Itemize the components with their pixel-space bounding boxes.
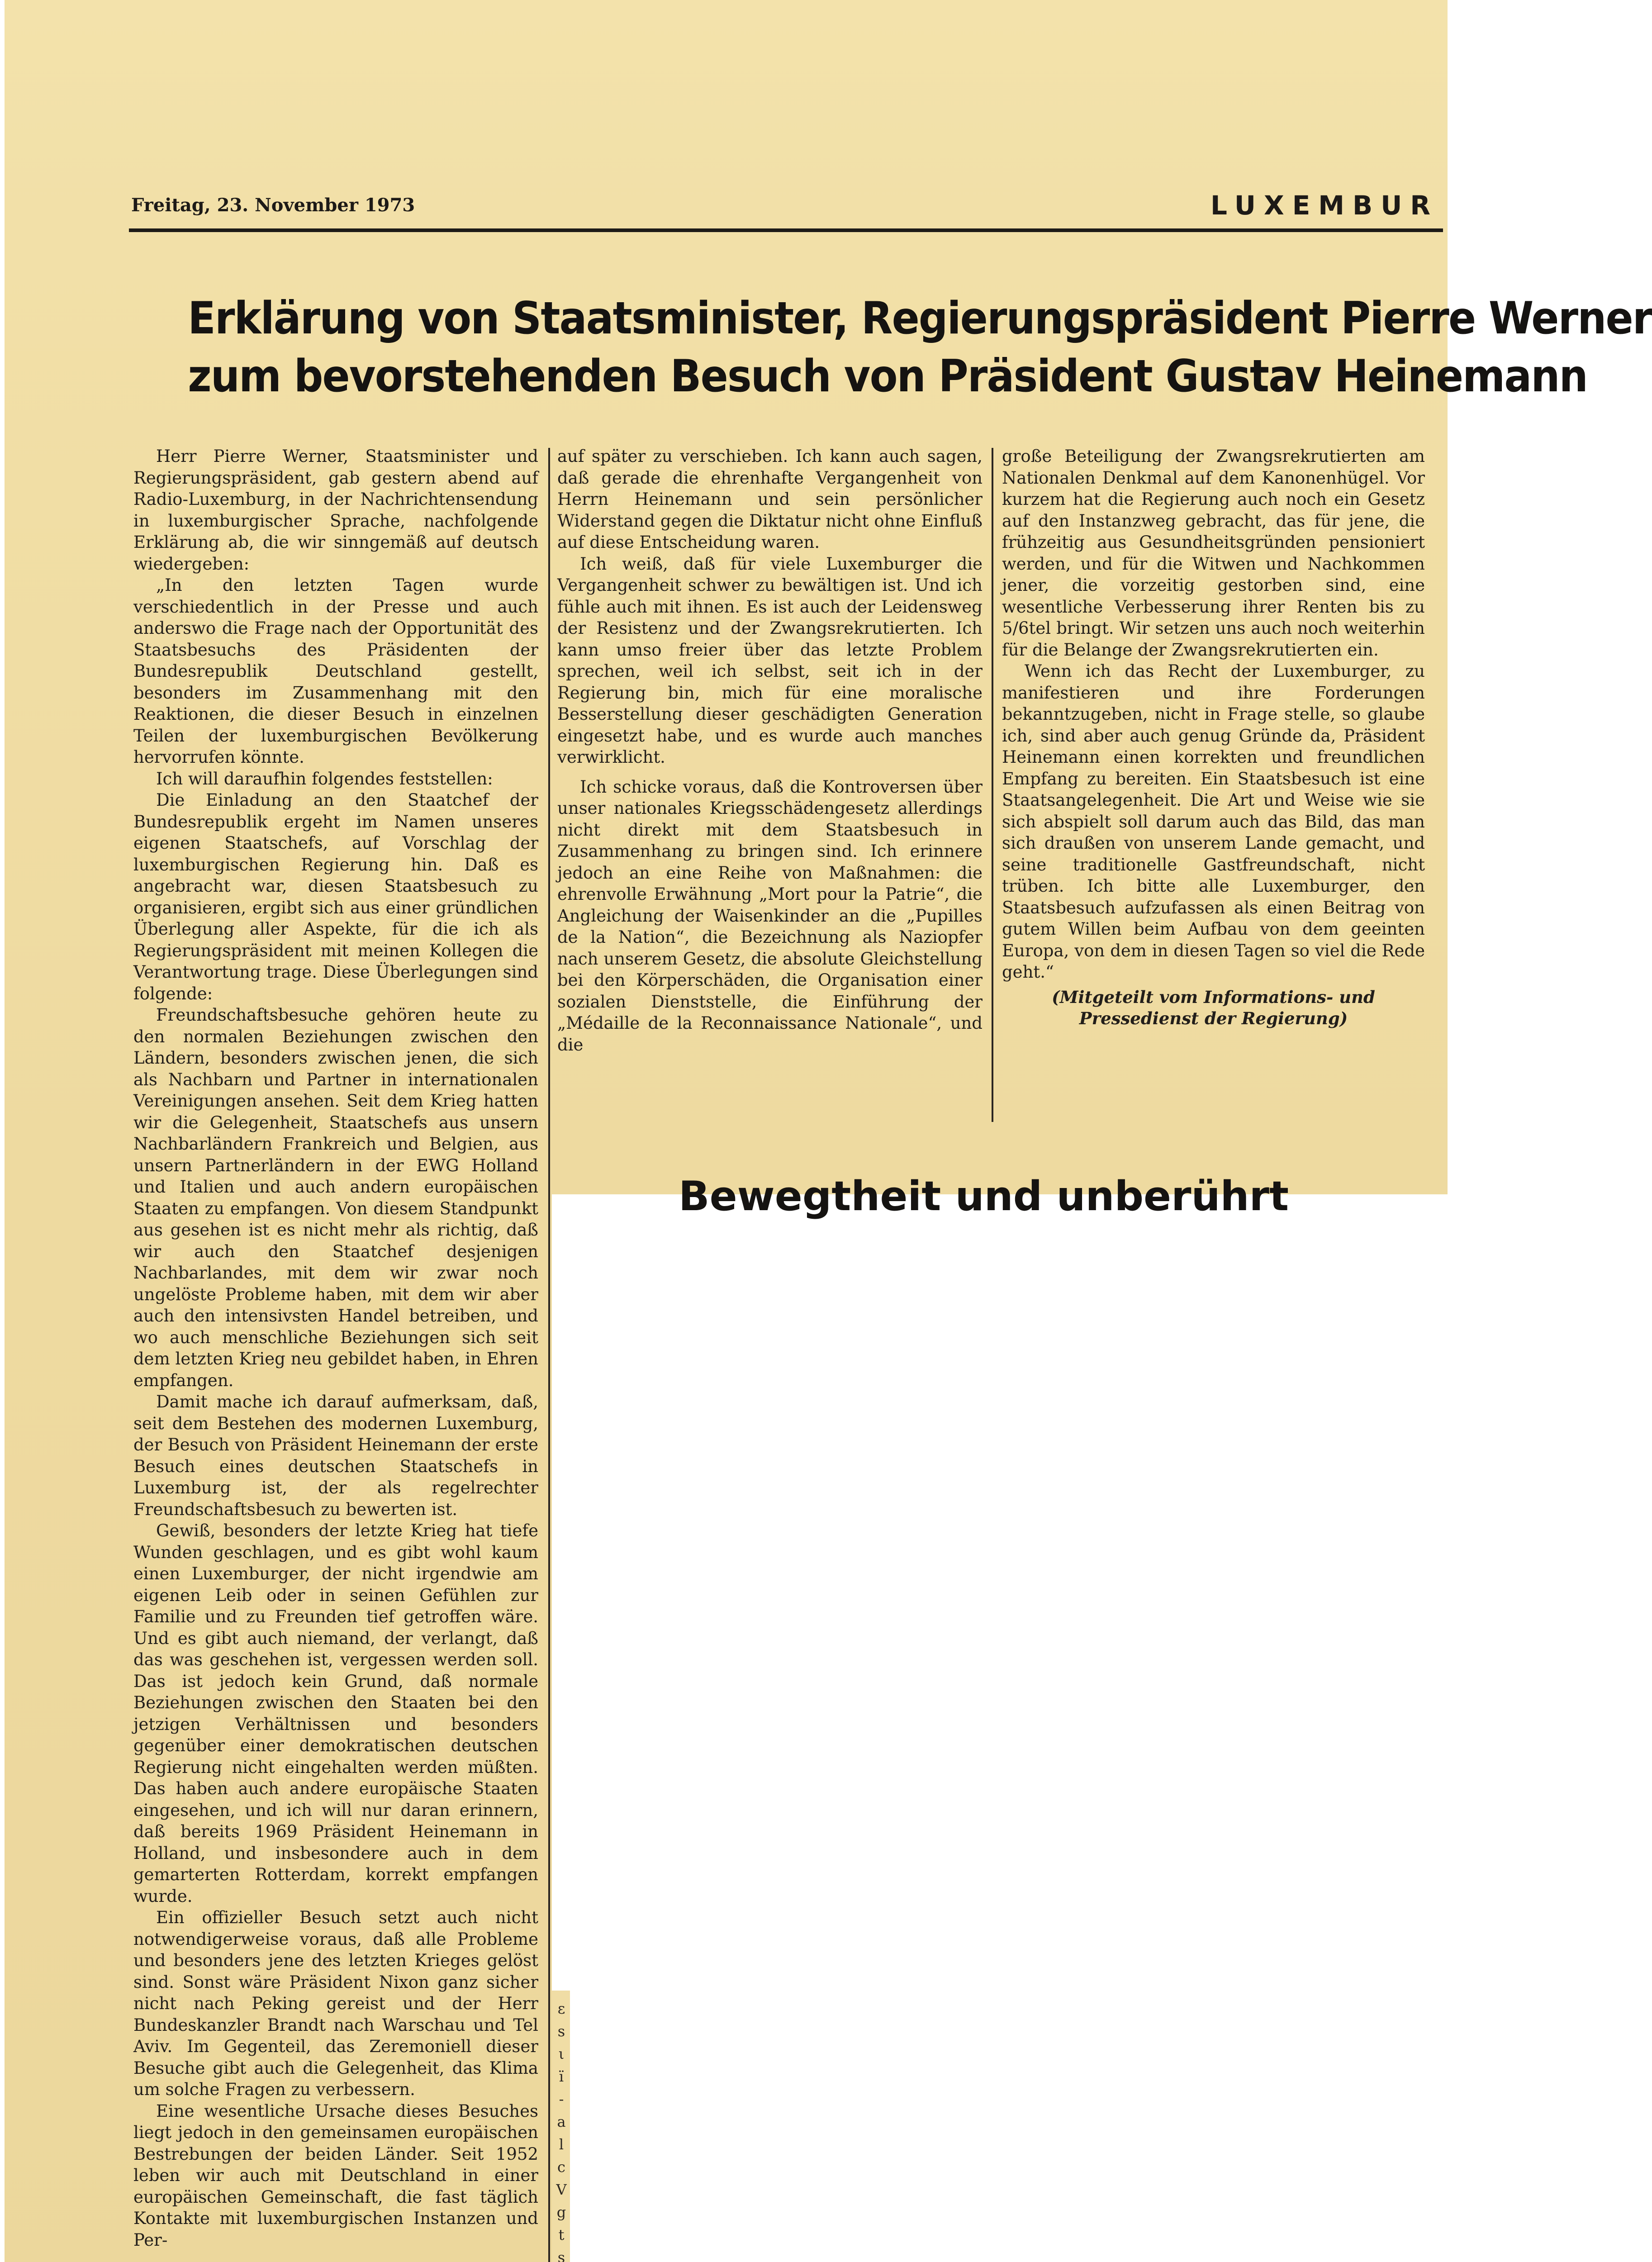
paragraph: auf später zu verschieben. Ich kann auch sagen, daß gerade die ehrenhafte Vergangenheit von Herrn Heinemann und sein persönlicher Widerstand gegen die Diktatur nicht ohne Einfluß auf diese Entscheidung waren. xyxy=(557,447,983,552)
fragment-letter: t xyxy=(558,2226,565,2243)
fragment-letter: ι xyxy=(558,2045,565,2062)
blank-area xyxy=(552,1194,1448,1991)
section-label: LUXEMBUR xyxy=(1210,190,1438,221)
fragment-letter: V xyxy=(556,2181,567,2198)
fragment-letter: s xyxy=(557,2023,565,2040)
headline-line-2: zum bevorstehenden Besuch von Präsident Gustav Heinemann xyxy=(188,351,1588,402)
paragraph: Ein offizieller Besuch setzt auch nicht notwendigerweise voraus, daß alle Probleme und besonders jene des letzten Krieges gelöst sind. Sonst wäre Präsident Nixon ganz sicher nicht nach Peking gereist und der Herr Bundeskanzler Brandt nach Warschau und Tel Aviv. Im Gegenteil, das Zeremoniell dieser Besuche gibt auch die Gelegenheit, das Klima um solche Fragen zu verbessern. xyxy=(133,1908,538,2099)
fragment-letter: a xyxy=(557,2113,566,2130)
paragraph: Ich weiß, daß für viele Luxemburger die Vergangenheit schwer zu bewältigen ist. Und ich fühle auch mit ihnen. Es ist auch der Leidensweg der Resistenz und der Zwangsrekrutierten. Ich kann umso freier über das letzte Problem sprechen, weil ich selbst, seit ich in der Regierung bin, mich für eine moralische Besserstellung dieser geschädigten Generation eingesetzt habe, und es wurde auch manches verwirklicht. xyxy=(557,554,983,767)
paragraph: Herr Pierre Werner, Staatsminister und Regierungspräsident, gab gestern abend auf Radio-Luxemburg, in der Nachrichtensendung in luxemburgischer Sprache, nachfolgende Erklärung ab, die wir sinngemäß auf deutsch wiedergeben: xyxy=(133,447,538,574)
fragment-letter: s xyxy=(557,2249,565,2262)
paragraph: Ich schicke voraus, daß die Kontroversen über unser nationales Kriegsschädengesetz allerdings nicht direkt mit dem Staatsbesuch in Zusammenhang zu bringen sind. Ich erinnere jedoch an eine Reihe von Maßnahmen: die ehrenvolle Erwähnung „Mort pour la Patrie“, die Angleichung der Waisenkinder an die „Pupilles de la Nation“, die Bezeichnung als Naziopfer nach unserem Gesetz, die absolute Gleichstellung bei den Körperschäden, die Organisation einer sozialen Dienststelle, die Einführung der „Médaille de la Reconnaissance Nationale“, und die xyxy=(557,777,983,1055)
article-column-1 xyxy=(133,446,538,2251)
fragment-letter: c xyxy=(557,2158,565,2176)
paragraph: Ich will daraufhin folgendes feststellen: xyxy=(156,769,493,789)
paragraph: Damit mache ich darauf aufmerksam, daß, seit dem Bestehen des modernen Luxemburg, der Besuch von Präsident Heinemann der erste Besuch eines deutschen Staatschefs in Luxemburg ist, der als regelrechter Freundschaftsbesuch zu bewerten ist. xyxy=(133,1392,538,1519)
source-credit: (Mitgeteilt vom Informations- und Pressedienst der Regierung) xyxy=(1052,987,1375,1028)
paragraph: Freundschaftsbesuche gehören heute zu den normalen Beziehungen zwischen den Ländern, besonders zwischen jenen, die sich als Nachbarn und Partner in internationalen Vereinigungen ansehen. Seit dem Krieg hatten wir die Gelegenheit, Staatschefs aus unsern Nachbarländern Frankreich und Belgien, aus unsern Partnerländern in der EWG Holland und Italien und auch andern europäischen Staaten zu empfangen. Von diesem Standpunkt aus gesehen ist es nicht mehr als richtig, daß wir auch den Staatchef desjenigen Nachbarlandes, mit dem wir zwar noch ungelöste Probleme haben, mit dem wir aber auch den intensivsten Handel betreiben, und wo auch menschliche Beziehungen sich seit dem letzten Krieg neu gebildet haben, in Ehren empfangen. xyxy=(133,1005,538,1390)
fragment-letter: - xyxy=(559,2091,564,2108)
column-divider xyxy=(992,448,993,1122)
article-headline xyxy=(188,290,1652,405)
cut-column-fragment xyxy=(555,1997,568,2262)
headline-line-1: Erklärung von Staatsminister, Regierungspräsident Pierre Werner xyxy=(188,293,1652,344)
article-column-3 xyxy=(1002,446,1425,1030)
fragment-letter: l xyxy=(559,2136,564,2153)
paragraph: Wenn ich das Recht der Luxemburger, zu manifestieren und ihre Forderungen bekanntzugeben, nicht in Frage stelle, so glaube ich, sind aber auch genug Gründe da, Präsident Heinemann einen korrekten und freundlichen Empfang zu bereiten. Ein Staatsbesuch ist eine Staatsangelegenheit. Die Art und Weise wie sie sich abspielt soll darum auch das Bild, das man sich draußen von unserem Lande gemacht, und seine traditionelle Gastfreundschaft, nicht trüben. Ich bitte alle Luxemburger, den Staatsbesuch aufzufassen als einen Beitrag von gutem Willen beim Aufbau von dem geeinten Europa, von dem in diesen Tagen so viel die Rede geht.“ xyxy=(1002,661,1425,982)
paragraph: „In den letzten Tagen wurde verschiedentlich in der Presse und auch anderswo die Frage nach der Opportunität des Staatsbesuchs des Präsidenten der Bundesrepublik Deutschland gestellt, besonders im Zusammenhang mit den Reaktionen, die dieser Besuch in einzelnen Teilen der luxemburgischen Bevölkerung hervorrufen könnte. xyxy=(133,575,538,767)
cut-off-headline xyxy=(679,1172,1312,1195)
fragment-letter: ï xyxy=(559,2068,564,2085)
issue-date: Freitag, 23. November 1973 xyxy=(131,195,415,216)
paragraph: große Beteiligung der Zwangsrekrutierten am Nationalen Denkmal auf dem Kanonenhügel. Vor kurzem hat die Regierung auch noch ein Gesetz auf den Instanzweg gebracht, das für jene, die frühzeitig aus Gesundheitsgründen pensioniert werden, und für die Witwen und Nachkommen jener, die vorzeitig gestorben sind, eine wesentliche Verbesserung ihrer Renten bis zu 5/6tel bringt. Wir setzen uns auch noch weiterhin für die Belange der Zwangsrekrutierten ein. xyxy=(1002,447,1425,660)
fragment-letter: g xyxy=(556,2204,566,2221)
header-rule xyxy=(129,228,1443,232)
article-column-2 xyxy=(557,446,983,1055)
column-divider xyxy=(548,448,550,2262)
paragraph: Gewiß, besonders der letzte Krieg hat tiefe Wunden geschlagen, und es gibt wohl kaum einen Luxemburger, der nicht irgendwie am eigenen Leib oder in seinen Gefühlen zur Familie und zu Freunden tief getroffen wäre. Und es gibt auch niemand, der verlangt, daß das was geschehen ist, vergessen werden soll. Das ist jedoch kein Grund, daß normale Beziehungen zwischen den Staaten bei den jetzigen Verhältnissen und besonders gegenüber einer demokratischen deutschen Regierung nicht eingehalten werden müßten. Das haben auch andere europäische Staaten eingesehen, und ich will nur daran erinnern, daß bereits 1969 Präsident Heinemann in Holland, und insbesondere auch in dem gemarterten Rotterdam, korrekt empfangen wurde. xyxy=(133,1521,538,1906)
paragraph: Die Einladung an den Staatchef der Bundesrepublik ergeht im Namen unseres eigenen Staatschefs, auf Vorschlag der luxemburgischen Regierung hin. Daß es angebracht war, diesen Staatsbesuch zu organisieren, ergibt sich aus einer gründlichen Überlegung aller Aspekte, für die ich als Regierungspräsident mit meinen Kollegen die Verantwortung trage. Diese Überlegungen sind folgende: xyxy=(133,790,538,1003)
paragraph: Eine wesentliche Ursache dieses Besuches liegt jedoch in den gemeinsamen europäischen Bestrebungen der beiden Länder. Seit 1952 leben wir auch mit Deutschland in einer europäischen Gemeinschaft, die fast täglich Kontakte mit luxemburgischen Instanzen und Per- xyxy=(133,2101,538,2250)
fragment-letter: ε xyxy=(557,2000,565,2017)
